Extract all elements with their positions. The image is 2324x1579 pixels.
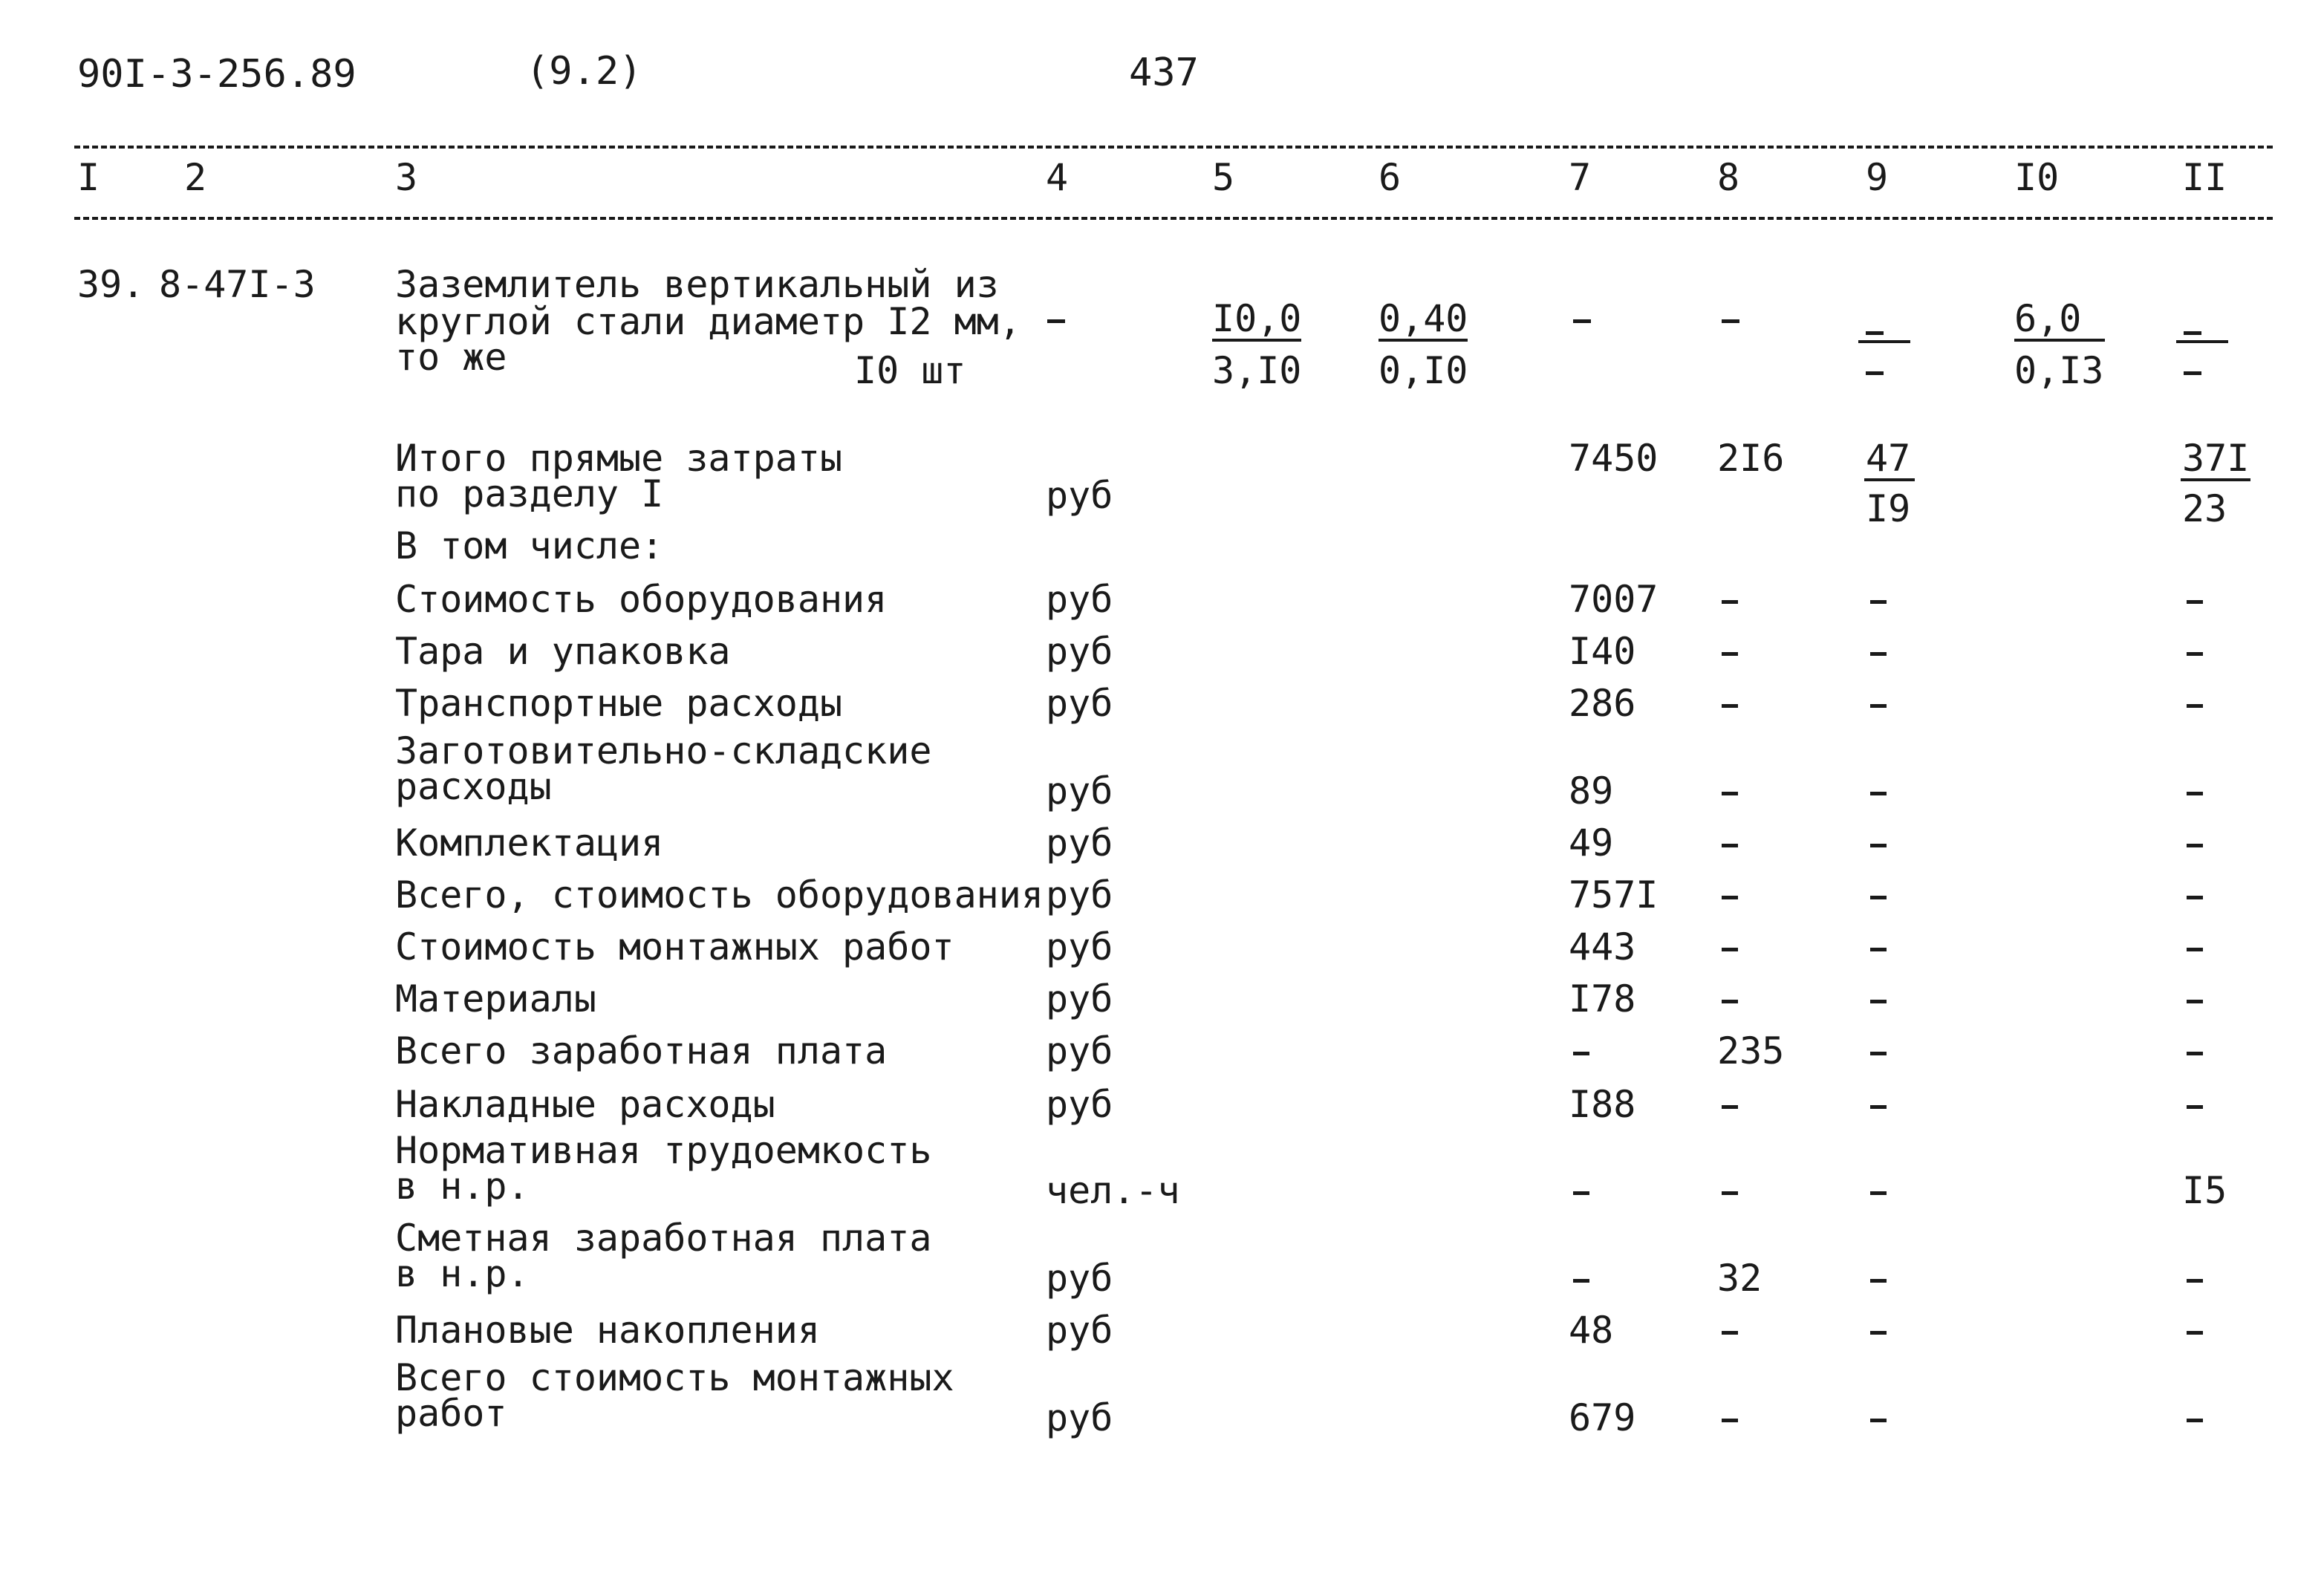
row-label-line: в н.р.	[395, 1252, 530, 1295]
row-c8-dash	[1722, 1419, 1738, 1422]
row-c7-dash	[1573, 1052, 1589, 1055]
row-c11-dash	[2187, 1105, 2203, 1109]
row-c11-dash	[2187, 1331, 2203, 1335]
item-c6-bottom: 0,I0	[1379, 349, 1468, 392]
column-header: 4	[1046, 156, 1069, 199]
row-c11-dash	[2187, 1052, 2203, 1055]
item-c9-top-dash	[1866, 331, 1884, 335]
item-c9-bottom-dash	[1866, 371, 1884, 375]
row-unit: руб	[1046, 1309, 1113, 1352]
row-unit: руб	[1046, 1257, 1113, 1300]
including-label: В том числе:	[395, 524, 664, 567]
row-label-line: расходы	[395, 765, 552, 808]
row-unit: руб	[1046, 1396, 1113, 1439]
item-c10-top: 6,0	[2014, 297, 2082, 340]
row-label: Материалы	[395, 977, 596, 1020]
column-header: I0	[2014, 156, 2060, 199]
row-c7: 49	[1569, 821, 1614, 865]
page-number: 437	[1129, 51, 1199, 95]
item-c5-bottom: 3,I0	[1212, 349, 1302, 392]
item-c8-dash	[1722, 319, 1739, 323]
row-c11-dash	[2187, 600, 2203, 604]
row-c8-dash	[1722, 1000, 1738, 1003]
row-c7: 48	[1569, 1309, 1614, 1352]
total-c9-top: 47	[1866, 437, 1911, 480]
row-c9-dash	[1870, 948, 1887, 951]
row-unit: чел.-ч	[1046, 1169, 1180, 1212]
row-label: Комплектация	[395, 821, 664, 865]
row-c7: 286	[1569, 682, 1636, 725]
row-label-line: Заготовительно-складские	[395, 729, 932, 772]
row-c9-dash	[1870, 1331, 1887, 1335]
item-c7-dash	[1573, 319, 1591, 323]
total-unit: руб	[1046, 474, 1113, 517]
row-unit: руб	[1046, 1083, 1113, 1126]
row-c7: 757I	[1569, 873, 1659, 917]
row-unit: руб	[1046, 682, 1113, 725]
row-label-line: Всего стоимость монтажных	[395, 1356, 954, 1399]
row-c11-dash	[2187, 792, 2203, 795]
row-label: Стоимость монтажных работ	[395, 925, 954, 968]
row-c11-dash	[2187, 1279, 2203, 1283]
fraction-bar	[2176, 340, 2228, 343]
row-c9-dash	[1870, 600, 1887, 604]
fraction-bar	[1858, 340, 1910, 343]
row-c8: 32	[1717, 1257, 1762, 1300]
row-c7: 7007	[1569, 578, 1659, 621]
row-unit: руб	[1046, 977, 1113, 1020]
row-label-line: в н.р.	[395, 1165, 530, 1208]
row-label-line: работ	[395, 1392, 507, 1435]
row-c8-dash	[1722, 1191, 1738, 1195]
total-c9-bottom: I9	[1866, 487, 1911, 530]
item-c5-top: I0,0	[1212, 297, 1302, 340]
item-description-line: круглой стали диаметр I2 мм,	[395, 300, 1021, 343]
row-c9-dash	[1870, 1052, 1887, 1055]
total-c8: 2I6	[1717, 437, 1785, 480]
row-unit: руб	[1046, 1029, 1113, 1072]
item-c10-bottom: 0,I3	[2014, 349, 2104, 392]
row-c9-dash	[1870, 1419, 1887, 1422]
row-c7: 443	[1569, 925, 1636, 968]
row-c11-dash	[2187, 844, 2203, 847]
row-label: Накладные расходы	[395, 1083, 775, 1126]
row-c9-dash	[1870, 652, 1887, 656]
row-c9-dash	[1870, 1191, 1887, 1195]
item-c6-top: 0,40	[1379, 297, 1468, 340]
column-header: I	[77, 156, 100, 199]
column-header: 9	[1866, 156, 1889, 199]
row-c11-dash	[2187, 652, 2203, 656]
fraction-bar	[1379, 339, 1468, 342]
column-header: II	[2182, 156, 2227, 199]
row-c9-dash	[1870, 1105, 1887, 1109]
row-unit: руб	[1046, 821, 1113, 865]
row-c11-dash	[2187, 948, 2203, 951]
row-c8-dash	[1722, 1331, 1738, 1335]
row-c9-dash	[1870, 704, 1887, 708]
row-unit: руб	[1046, 630, 1113, 673]
row-unit: руб	[1046, 925, 1113, 968]
row-c8-dash	[1722, 652, 1738, 656]
row-c9-dash	[1870, 844, 1887, 847]
row-c9-dash	[1870, 1000, 1887, 1003]
row-c8-dash	[1722, 792, 1738, 795]
row-c7-dash	[1573, 1279, 1589, 1283]
row-c7: 89	[1569, 769, 1614, 813]
row-label: Стоимость оборудования	[395, 578, 888, 621]
column-header: 2	[184, 156, 207, 199]
fraction-bar	[1864, 478, 1915, 481]
total-c11-top: 37I	[2182, 437, 2250, 480]
row-c9-dash	[1870, 792, 1887, 795]
row-c11-dash	[2187, 896, 2203, 899]
fraction-bar	[2181, 478, 2250, 481]
row-c8-dash	[1722, 704, 1738, 708]
row-c7: I78	[1569, 977, 1636, 1020]
row-c9-dash	[1870, 1279, 1887, 1283]
total-c11-bottom: 23	[2182, 487, 2227, 530]
document-code: 90I-3-256.89	[77, 52, 357, 97]
row-label: Всего заработная плата	[395, 1029, 888, 1072]
row-c9-dash	[1870, 896, 1887, 899]
row-unit: руб	[1046, 873, 1113, 917]
column-header: 7	[1569, 156, 1592, 199]
item-description-line: то же	[395, 336, 507, 379]
row-c8-dash	[1722, 600, 1738, 604]
row-label: Тара и упаковка	[395, 630, 731, 673]
row-c11-dash	[2187, 704, 2203, 708]
header-bottom-rule	[74, 217, 2273, 220]
row-label-line: Сметная заработная плата	[395, 1217, 932, 1260]
column-header: 3	[395, 156, 418, 199]
row-c8-dash	[1722, 948, 1738, 951]
item-quantity: I0 шт	[854, 349, 966, 392]
total-c7: 7450	[1569, 437, 1659, 480]
row-c7: I88	[1569, 1083, 1636, 1126]
row-c11-dash	[2187, 1419, 2203, 1422]
row-unit: руб	[1046, 578, 1113, 621]
row-c8-dash	[1722, 1105, 1738, 1109]
row-c7-dash	[1573, 1191, 1589, 1195]
total-label-line: по разделу I	[395, 472, 664, 515]
item-code: 8-47I-3	[159, 263, 316, 306]
row-c8: 235	[1717, 1029, 1785, 1072]
row-unit: руб	[1046, 769, 1113, 813]
item-description-line: Заземлитель вертикальный из	[395, 263, 999, 306]
row-c11: I5	[2182, 1169, 2227, 1212]
fraction-bar	[2014, 339, 2105, 342]
item-c11-top-dash	[2184, 331, 2201, 335]
item-number: 39.	[77, 263, 145, 306]
section-number: (9.2)	[526, 49, 642, 94]
item-unit-dash	[1047, 319, 1065, 323]
row-label: Всего, стоимость оборудования	[395, 873, 1044, 917]
row-c7: 679	[1569, 1396, 1636, 1439]
fraction-bar	[1212, 339, 1301, 342]
row-c8-dash	[1722, 844, 1738, 847]
column-header: 8	[1717, 156, 1740, 199]
column-header: 6	[1379, 156, 1402, 199]
row-c11-dash	[2187, 1000, 2203, 1003]
total-label-line: Итого прямые затраты	[395, 437, 843, 480]
row-label-line: Нормативная трудоемкость	[395, 1129, 932, 1172]
header-top-rule	[74, 146, 2273, 149]
row-c8-dash	[1722, 896, 1738, 899]
row-label: Плановые накопления	[395, 1309, 820, 1352]
item-c11-bottom-dash	[2184, 371, 2201, 375]
row-label: Транспортные расходы	[395, 682, 843, 725]
column-header: 5	[1212, 156, 1235, 199]
row-c7: I40	[1569, 630, 1636, 673]
